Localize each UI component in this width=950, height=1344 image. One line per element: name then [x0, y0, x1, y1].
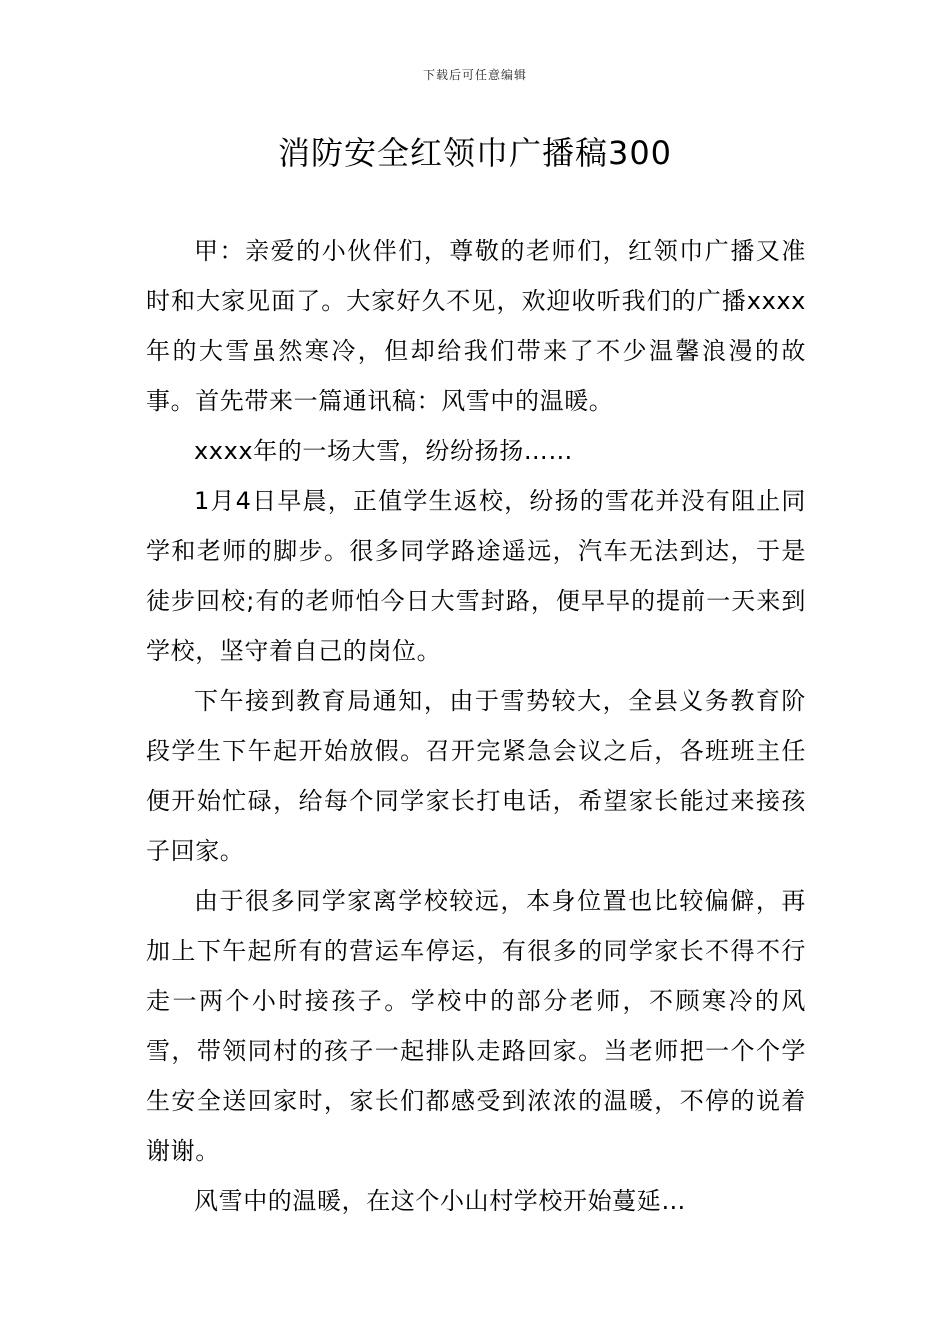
paragraph: 甲：亲爱的小伙伴们，尊敬的老师们，红领巾广播又准时和大家见面了。大家好久不见，欢迎收听我们的广播xxxx年的大雪虽然寒冷，但却给我们带来了不少温馨浪漫的故事。首先带来一篇通讯稿：风雪中的温暖。: [146, 237, 806, 415]
paragraph: 由于很多同学家离学校较远，本身位置也比较偏僻，再加上下午起所有的营运车停运，有很多的同学家长不得不行走一两个小时接孩子。学校中的部分老师，不顾寒冷的风雪，带领同村的孩子一起排队走路回家。当老师把一个个学生安全送回家时，家长们都感受到浓浓的温暖，不停的说着谢谢。: [146, 887, 806, 1165]
document-title: 消防安全红领巾广播稿300: [277, 134, 673, 172]
document-body: [146, 226, 806, 1226]
paragraph: 风雪中的温暖，在这个小山村学校开始蔓延…: [194, 1187, 686, 1215]
paragraph: 下午接到教育局通知，由于雪势较大，全县义务教育阶段学生下午起开始放假。召开完紧急会议之后，各班班主任便开始忙碌，给每个同学家长打电话，希望家长能过来接孩子回家。: [146, 687, 806, 865]
header-note: 下载后可任意编辑: [422, 68, 527, 82]
paragraph: 1月4日早晨，正值学生返校，纷扬的雪花并没有阻止同学和老师的脚步。很多同学路途遥远，汽车无法到达，于是徒步回校;有的老师怕今日大雪封路，便早早的提前一天来到学校，坚守着自己的岗位。: [146, 487, 806, 665]
paragraph: xxxx年的一场大雪，纷纷扬扬……: [194, 437, 574, 465]
